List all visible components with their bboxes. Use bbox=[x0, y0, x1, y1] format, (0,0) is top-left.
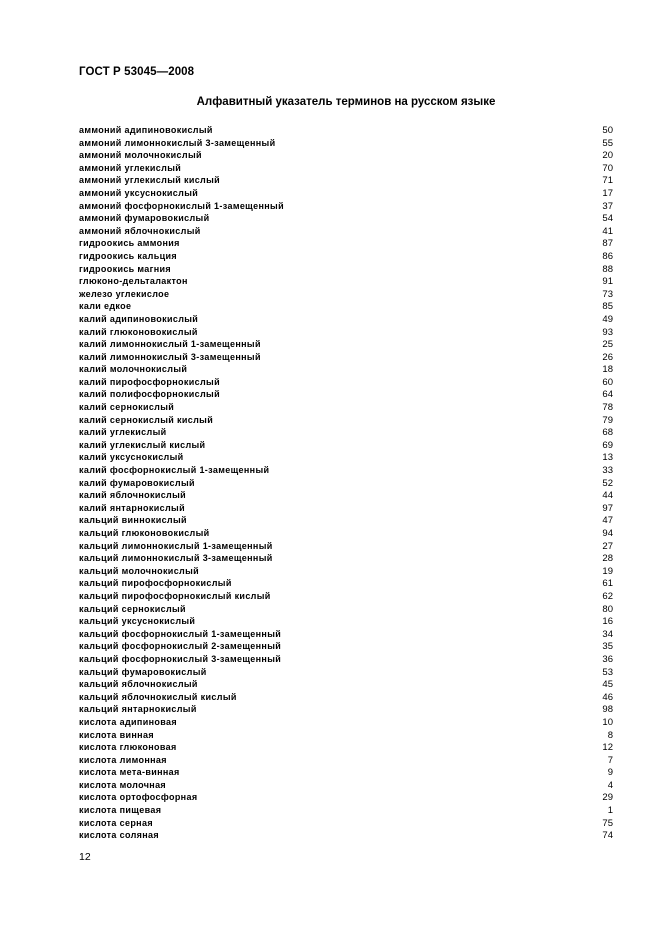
index-row bbox=[79, 263, 613, 276]
index-term: калий полифосфорнокислый bbox=[79, 389, 220, 400]
index-term-number: 37 bbox=[602, 200, 613, 212]
index-row bbox=[79, 615, 613, 628]
index-row bbox=[79, 338, 613, 351]
index-term: кальций лимоннокислый 1-замещенный bbox=[79, 540, 273, 551]
index-term: кальций фосфорнокислый 1-замещенный bbox=[79, 628, 282, 639]
index-term: калий уксуснокислый bbox=[79, 452, 184, 463]
index-term-number: 20 bbox=[602, 150, 613, 162]
index-term: кислота соляная bbox=[79, 830, 160, 841]
index-term-number: 19 bbox=[602, 565, 613, 577]
index-row bbox=[79, 477, 613, 490]
index-term: аммоний молочнокислый bbox=[79, 150, 202, 161]
index-row bbox=[79, 603, 613, 616]
index-term-number: 35 bbox=[602, 641, 613, 653]
index-term-number: 71 bbox=[602, 175, 613, 187]
index-term-number: 78 bbox=[602, 402, 613, 414]
index-row bbox=[79, 565, 613, 578]
index-term: кальций сернокислый bbox=[79, 603, 186, 614]
index-term-number: 4 bbox=[607, 779, 613, 791]
index-row bbox=[79, 829, 613, 842]
index-term: гидроокись кальция bbox=[79, 250, 177, 261]
index-row bbox=[79, 187, 613, 200]
index-term-number: 45 bbox=[602, 679, 613, 691]
index-term-number: 46 bbox=[602, 691, 613, 703]
index-term-number: 28 bbox=[602, 553, 613, 565]
index-term: глюконо-дельталактон bbox=[79, 276, 188, 287]
index-term-number: 50 bbox=[602, 125, 613, 136]
index-term: кальций пирофосфорнокислый кислый bbox=[79, 590, 271, 601]
index-term-number: 16 bbox=[602, 616, 613, 628]
index-term-number: 80 bbox=[602, 603, 613, 615]
index-term-number: 94 bbox=[602, 528, 613, 539]
index-term-number: 7 bbox=[607, 754, 613, 766]
index-term-number: 17 bbox=[602, 187, 613, 199]
index-row bbox=[79, 363, 613, 376]
index-row bbox=[79, 426, 613, 439]
index-row bbox=[79, 489, 613, 502]
index-row bbox=[79, 716, 613, 729]
index-term: кальций фосфорнокислый 3-замещенный bbox=[79, 653, 282, 664]
index-term: кальций молочнокислый bbox=[79, 565, 200, 576]
index-term: кислота винная bbox=[79, 729, 154, 740]
index-row bbox=[79, 275, 613, 288]
index-term: аммоний уксуснокислый bbox=[79, 187, 199, 198]
index-row bbox=[79, 552, 613, 565]
index-term-number: 53 bbox=[602, 666, 613, 678]
index-term-number: 54 bbox=[602, 213, 613, 225]
index-row bbox=[79, 137, 613, 150]
index-term: гидроокись аммония bbox=[79, 238, 180, 249]
index-term-number: 87 bbox=[602, 238, 613, 250]
index-term: кислота лимонная bbox=[79, 754, 167, 765]
page-title: Алфавитный указатель терминов на русском языке bbox=[196, 96, 496, 108]
index-row bbox=[79, 590, 613, 603]
index-term: кислота молочная bbox=[79, 779, 167, 790]
index-row bbox=[79, 149, 613, 162]
index-term: аммоний адипиновокислый bbox=[79, 125, 213, 135]
index-term: кальций лимоннокислый 3-замещенный bbox=[79, 553, 273, 564]
index-term-number: 70 bbox=[602, 162, 613, 174]
index-row bbox=[79, 401, 613, 414]
index-term-number: 73 bbox=[602, 288, 613, 300]
index-term: калий фосфорнокислый 1-замещенный bbox=[79, 465, 270, 476]
index-term-number: 91 bbox=[602, 276, 613, 288]
index-row bbox=[79, 729, 613, 742]
index-term-number: 9 bbox=[607, 767, 613, 779]
index-row bbox=[79, 414, 613, 427]
index-row bbox=[79, 388, 613, 401]
index-term: калий глюконовокислый bbox=[79, 326, 198, 337]
index-row bbox=[79, 666, 613, 679]
index-term-number: 29 bbox=[602, 792, 613, 804]
index-row bbox=[79, 376, 613, 389]
index-row bbox=[79, 640, 613, 653]
index-term: кислота адипиновая bbox=[79, 716, 177, 727]
term-index-list bbox=[79, 124, 613, 842]
index-row bbox=[79, 791, 613, 804]
index-row bbox=[79, 200, 613, 213]
index-term-number: 13 bbox=[602, 452, 613, 464]
index-term: калий молочнокислый bbox=[79, 364, 188, 375]
index-term-number: 86 bbox=[602, 250, 613, 262]
index-term-number: 60 bbox=[602, 376, 613, 388]
index-term-number: 88 bbox=[602, 263, 613, 275]
index-term-number: 25 bbox=[602, 339, 613, 351]
index-row bbox=[79, 351, 613, 364]
index-term: кислота глюконовая bbox=[79, 742, 177, 753]
index-term: гидроокись магния bbox=[79, 263, 172, 274]
index-term-number: 85 bbox=[602, 301, 613, 313]
index-term: калий янтарнокислый bbox=[79, 502, 185, 513]
index-term: калий сернокислый кислый bbox=[79, 414, 214, 425]
index-term-number: 44 bbox=[602, 490, 613, 502]
index-term: калий адипиновокислый bbox=[79, 313, 199, 324]
index-row bbox=[79, 514, 613, 527]
index-row bbox=[79, 766, 613, 779]
index-term: кислота ортофосфорная bbox=[79, 792, 198, 803]
index-term-number: 69 bbox=[602, 439, 613, 451]
index-row bbox=[79, 124, 613, 137]
index-term: кислота мета-винная bbox=[79, 767, 180, 778]
index-term: кальций пирофосфорнокислый bbox=[79, 578, 232, 589]
index-term: кальций фосфорнокислый 2-замещенный bbox=[79, 641, 282, 652]
index-term: кальций янтарнокислый bbox=[79, 704, 197, 715]
index-row bbox=[79, 527, 613, 540]
index-row bbox=[79, 741, 613, 754]
index-term-number: 75 bbox=[602, 817, 613, 829]
index-term: кали едкое bbox=[79, 301, 132, 312]
index-term-number: 61 bbox=[602, 578, 613, 590]
index-term: калий пирофосфорнокислый bbox=[79, 376, 220, 387]
index-term: кальций яблочнокислый кислый bbox=[79, 691, 237, 702]
index-term-number: 55 bbox=[602, 137, 613, 149]
index-term: аммоний углекислый bbox=[79, 162, 182, 173]
index-term-number: 49 bbox=[602, 313, 613, 325]
index-row bbox=[79, 288, 613, 301]
index-term: калий фумаровокислый bbox=[79, 477, 195, 488]
index-row bbox=[79, 691, 613, 704]
index-row bbox=[79, 754, 613, 767]
index-row bbox=[79, 212, 613, 225]
index-term-number: 68 bbox=[602, 427, 613, 439]
index-term-number: 52 bbox=[602, 477, 613, 489]
index-term-number: 47 bbox=[602, 515, 613, 527]
index-row bbox=[79, 464, 613, 477]
index-row bbox=[79, 703, 613, 716]
index-row bbox=[79, 817, 613, 830]
index-row bbox=[79, 653, 613, 666]
index-term: калий углекислый bbox=[79, 427, 167, 438]
index-term: аммоний лимоннокислый 3-замещенный bbox=[79, 137, 276, 148]
index-row bbox=[79, 540, 613, 553]
index-term: кислота пищевая bbox=[79, 805, 162, 816]
index-term-number: 8 bbox=[607, 729, 613, 741]
index-term: кальций глюконовокислый bbox=[79, 528, 210, 538]
index-row bbox=[79, 502, 613, 515]
index-term: кальций яблочнокислый bbox=[79, 679, 198, 690]
index-row bbox=[79, 577, 613, 590]
index-row bbox=[79, 326, 613, 339]
index-row bbox=[79, 628, 613, 641]
index-term: кислота серная bbox=[79, 817, 153, 828]
index-term: кальций виннокислый bbox=[79, 515, 187, 526]
index-row bbox=[79, 174, 613, 187]
index-term-number: 74 bbox=[602, 830, 613, 842]
index-term-number: 33 bbox=[602, 465, 613, 477]
index-row bbox=[79, 451, 613, 464]
index-term-number: 26 bbox=[602, 351, 613, 363]
index-term-number: 12 bbox=[602, 742, 613, 754]
index-term-number: 1 bbox=[607, 805, 613, 817]
index-row bbox=[79, 237, 613, 250]
index-term-number: 97 bbox=[602, 502, 613, 514]
index-term: калий углекислый кислый bbox=[79, 439, 206, 450]
index-term-number: 79 bbox=[602, 414, 613, 426]
index-row bbox=[79, 225, 613, 238]
index-term: аммоний фосфорнокислый 1-замещенный bbox=[79, 200, 284, 211]
index-term-number: 27 bbox=[602, 540, 613, 552]
index-row bbox=[79, 300, 613, 313]
index-term: калий яблочнокислый bbox=[79, 490, 187, 501]
index-term: аммоний углекислый кислый bbox=[79, 175, 221, 186]
index-term: железо углекислое bbox=[79, 288, 170, 299]
index-row bbox=[79, 804, 613, 817]
index-term-number: 98 bbox=[602, 704, 613, 716]
index-row bbox=[79, 250, 613, 263]
index-term: калий лимоннокислый 3-замещенный bbox=[79, 351, 261, 362]
index-term-number: 64 bbox=[602, 389, 613, 401]
index-row bbox=[79, 313, 613, 326]
index-row bbox=[79, 162, 613, 175]
index-term: калий сернокислый bbox=[79, 402, 175, 413]
index-term: калий лимоннокислый 1-замещенный bbox=[79, 339, 261, 350]
page-number: 12 bbox=[79, 851, 91, 863]
index-term: кальций уксуснокислый bbox=[79, 616, 196, 627]
index-term-number: 62 bbox=[602, 590, 613, 602]
index-term-number: 41 bbox=[602, 225, 613, 237]
index-term-number: 36 bbox=[602, 653, 613, 665]
index-term-number: 18 bbox=[602, 364, 613, 376]
index-row bbox=[79, 678, 613, 691]
index-row bbox=[79, 779, 613, 792]
index-term-number: 10 bbox=[602, 716, 613, 728]
index-term-number: 93 bbox=[602, 326, 613, 338]
index-term-number: 34 bbox=[602, 628, 613, 640]
index-term: аммоний фумаровокислый bbox=[79, 213, 210, 224]
index-row bbox=[79, 439, 613, 452]
index-term: кальций фумаровокислый bbox=[79, 666, 207, 677]
index-term: аммоний яблочнокислый bbox=[79, 225, 201, 236]
document-header: ГОСТ Р 53045—2008 bbox=[79, 66, 195, 78]
